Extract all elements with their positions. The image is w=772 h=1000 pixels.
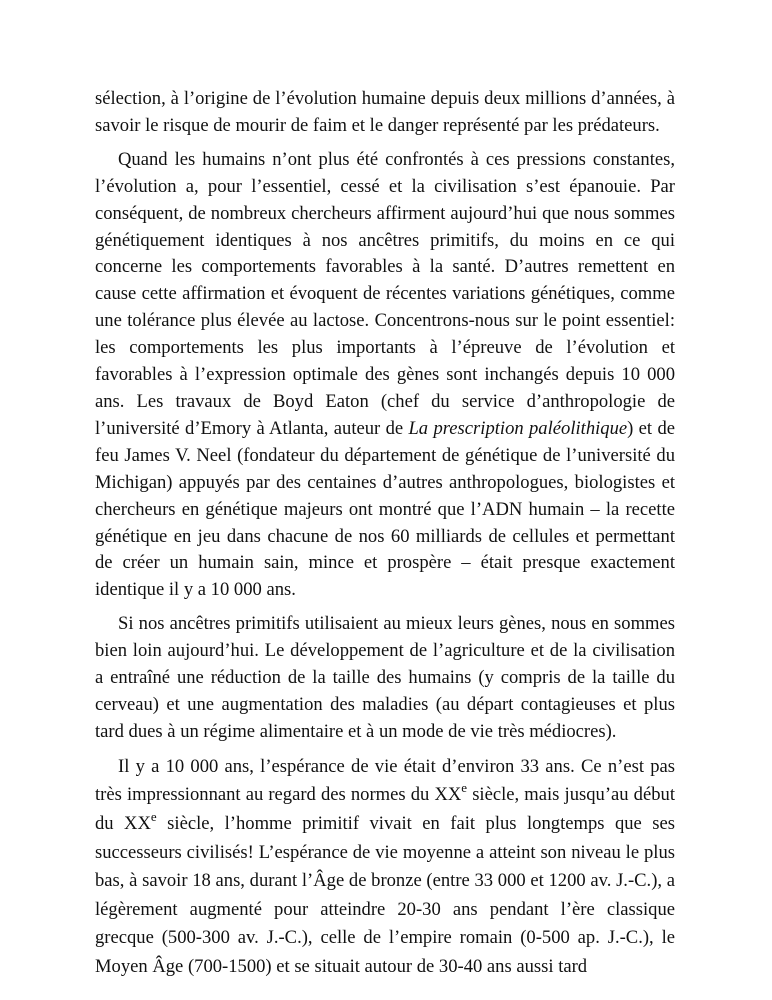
paragraph-3 [95, 611, 675, 746]
century-superscript-1: e [461, 780, 468, 796]
paragraph-4 [95, 753, 675, 982]
paragraph-2-text: Quand les humains n’ont plus été confrontés à ces pressions constantes, l’évolution a, pour l’essentiel, cessé et la civilisation s’est épanouie. Par conséquent, de nombreux chercheurs affirment aujourd’hui que nous sommes génétiquement identiques à nos ancêtres primitifs, du moins en ce qui concerne les comportements favorables à la santé. D’autres remettent en cause cette affirmation et évoquent de récentes variations génétiques, comme une tolérance plus élevée au lactose. Concentrons-nous sur le point essentiel: les comportements les plus importants à l’épreuve de l’évolution et favorables à l’expression optimale des gènes sont inchangés depuis 10 000 ans. Les travaux de Boyd Eaton (chef du service d’anthropologie de l’université d’Emory à Atlanta, auteur de [95, 148, 675, 439]
paragraph-2-continuation: ) et de feu James V. Neel (fondateur du département de génétique de l’université du Michigan) appuyés par des centaines d’autres anthropologues, biologistes et chercheurs en génétique majeurs ont montré que l’ADN humain – la recette génétique en jeu dans chacune de nos 60 milliards de cellules et permettant de créer un humain sain, mince et prospère – était presque exactement identique il y a 10 000 ans. [95, 417, 675, 601]
paragraph-1 [95, 86, 675, 140]
paragraph-4-text-c: siècle, l’homme primitif vivait en fait plus longtemps que ses successeurs civilisés! L’espérance de vie moyenne a atteint son niveau le plus bas, à savoir 18 ans, durant l’Âge de bronze (entre 33 000 et 1200 av. J.-C.), a légèrement augmenté pour atteindre 20-30 ans pendant l’ère classique grecque (500-300 av. J.-C.), celle de l’empire romain (0-500 ap. J.-C.), le Moyen Âge (700-1500) et se situait autour de 30-40 ans aussi tard [95, 812, 675, 977]
book-title: La prescription paléolithique [408, 417, 628, 439]
paragraph-1-text: sélection, à l’origine de l’évolution humaine depuis deux millions d’années, à savoir le risque de mourir de faim et le danger représenté par les prédateurs. [95, 88, 675, 136]
document-page [95, 86, 675, 989]
paragraph-3-text: Si nos ancêtres primitifs utilisaient au mieux leurs gènes, nous en sommes bien loin aujourd’hui. Le développement de l’agriculture et de la civilisation a entraîné une réduction de la taille des humains (y compris de la taille du cerveau) et une augmentation des maladies (au départ contagieuses et plus tard dues à un régime alimentaire et à un mode de vie très médiocres). [95, 613, 675, 742]
paragraph-4-text-b: siècle, mais jusqu’au début du XX [95, 784, 675, 834]
paragraph-2 [95, 147, 675, 604]
century-superscript-2: e [150, 808, 157, 824]
paragraph-4-text-a: Il y a 10 000 ans, l’espérance de vie était d’environ 33 ans. Ce n’est pas très impressionnant au regard des normes du XX [95, 755, 675, 806]
